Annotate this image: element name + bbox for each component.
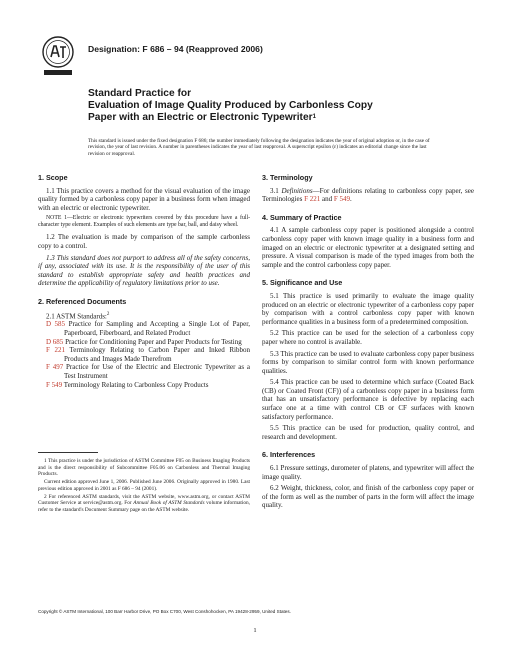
significance-5-2: 5.2 This practice can be used for the selection of a carbonless copy paper where no control is available. [262, 329, 474, 346]
left-column [38, 174, 250, 389]
significance-5-3: 5.3 This practice can be used to evaluate carbonless copy paper business forms by comparison to similar control form with known performance qualities. [262, 349, 474, 375]
title-line-1: Standard Practice for [88, 88, 192, 99]
section-heading-interferences: 6. Interferences [262, 450, 316, 460]
reference-item[interactable]: F 549 Terminology Relating to Carbonless Copy Products [46, 380, 209, 389]
footnote-2: 2 For referenced ASTM standards, visit the ASTM website, www.astm.org, or contact ASTM Customer Service at service@astm.org. For Annual Book of ASTM Standards volume information, refer to the standard's Document Summary page on the ASTM website. [38, 493, 250, 513]
footnote-1: 1 This practice is under the jurisdiction of ASTM Committee F05 on Business Imaging Products and is the direct responsibility of Subcommittee F05.06 on Carbonless and Thermal Imaging Products. [38, 458, 250, 477]
page-number: 1 [253, 627, 257, 634]
link-f549[interactable]: F 549 [333, 195, 351, 204]
section-heading-summary: 4. Summary of Practice [262, 212, 342, 222]
scope-1-3: 1.3 This standard does not purport to address all of the safety concerns, if any, associated with its use. It is the responsibility of the user of this standard to establish appropriate safety and health practices and determine the applicability of regulatory limitations prior to use. [38, 253, 250, 288]
significance-5-5: 5.5 This practice can be used for production, quality control, and research and development. [262, 424, 474, 441]
significance-5-1: 5.1 This practice is used primarily to evaluate the image quality produced on an electric or electronic typewriter of a carbonless copy paper by comparison with a control carbonless copy paper with known performance qualities in a business form of a predetermined composition. [262, 291, 474, 326]
footnote-divider [38, 452, 98, 453]
reference-item[interactable]: F 497 Practice for Use of the Electric and Electronic Typewriter as a Test Instrument [46, 363, 250, 381]
section-heading-referenced: 2. Referenced Documents [38, 296, 127, 306]
astm-logo [38, 34, 78, 80]
title-line-2: Evaluation of Image Quality Produced by Carbonless Copy [88, 100, 373, 112]
section-heading-terminology: 3. Terminology [262, 173, 313, 182]
reference-item[interactable]: D 585 Practice for Sampling and Accepting a Single Lot of Paper, Paperboard, Fiberboard, and Related Product [46, 320, 251, 338]
designation: Designation: F 686 – 94 (Reapproved 2006) [88, 44, 263, 54]
copyright-line: Copyright © ASTM International, 100 Barr Harbor Drive, PO Box C700, West Conshohocken, PA 19428-2959, United States. [38, 609, 291, 614]
right-column [262, 174, 474, 513]
title-footnote-mark: 1 [312, 114, 316, 121]
section-heading-significance: 5. Significance and Use [262, 278, 343, 288]
title-line-3: Paper with an Electric or Electronic Typewriter$^1$ [88, 112, 316, 124]
scope-note-1: NOTE 1—Electric or electronic typewriters covered by this procedure have a full-character type element. Examples of such elements are type bar, ball, and daisy wheel. [38, 215, 250, 229]
issued-note: This standard is issued under the fixed designation F 686; the number immediately following the designation indicates the year of original adoption or, in the case of revision, the year of last revision. A number in parentheses indicates the year of last reapproval. A superscript epsilon (ε) indicates an editorial change since the last revision or reapproval. [88, 138, 430, 157]
interferences-6-2: 6.2 Weight, thickness, color, and finish of the carbonless copy paper or of the form as well as the number of parts in the form will affect the image quality. [262, 484, 474, 510]
section-heading-scope: 1. Scope [38, 173, 68, 182]
link-f221[interactable]: F 221 [304, 195, 321, 204]
interferences-6-1: 6.1 Pressure settings, durometer of platens, and typewriter will affect the image quality. [262, 464, 474, 481]
scope-1-1: 1.1 This practice covers a method for the visual evaluation of the image quality formed by a carbonless copy paper in a business form when imaged with an electric or electronic typewriter. [38, 186, 250, 212]
scope-1-2: 1.2 The evaluation is made by comparison of the sample carbonless copy to a control. [38, 233, 250, 250]
summary-4-1: 4.1 A sample carbonless copy paper is positioned alongside a control carbonless copy paper with known image quality in a business form and imaged on an electric or electronic typewriter at a designated setting and pressure. A visual comparison is made of the typed images from both the sample and the control carbonless copy paper. [262, 226, 474, 269]
reference-item[interactable]: F 221 Terminology Relating to Carbon Paper and Inked Ribbon Products and Images Made Therefrom [46, 346, 250, 363]
document-title [88, 88, 468, 125]
significance-5-4: 5.4 This practice can be used to determine which surface (Coated Back (CB) or Coated Front (CF)) of a carbonless copy paper in a business form that has an unsatisfactory performance is defective by replacing each surface one at a time with control CB or CF surfaces with known satisfactory performance. [262, 378, 474, 421]
footnotes [38, 458, 250, 515]
astm-standards-intro: 2.1 ASTM Standards:$^2$ [46, 311, 110, 320]
reference-item[interactable]: D 685 Practice for Conditioning Paper and Paper Products for Testing [46, 337, 242, 346]
terminology-3-1: 3.1 Definitions—For definitions relating to carbonless copy paper, see Terminologies F 221 and F 549. [262, 186, 474, 204]
footnote-1-edition: Current edition approved June 1, 2006. Published June 2006. Originally approved in 1980. Last previous edition approved in 2001 as F 686 – 94 (2001). [38, 479, 250, 492]
